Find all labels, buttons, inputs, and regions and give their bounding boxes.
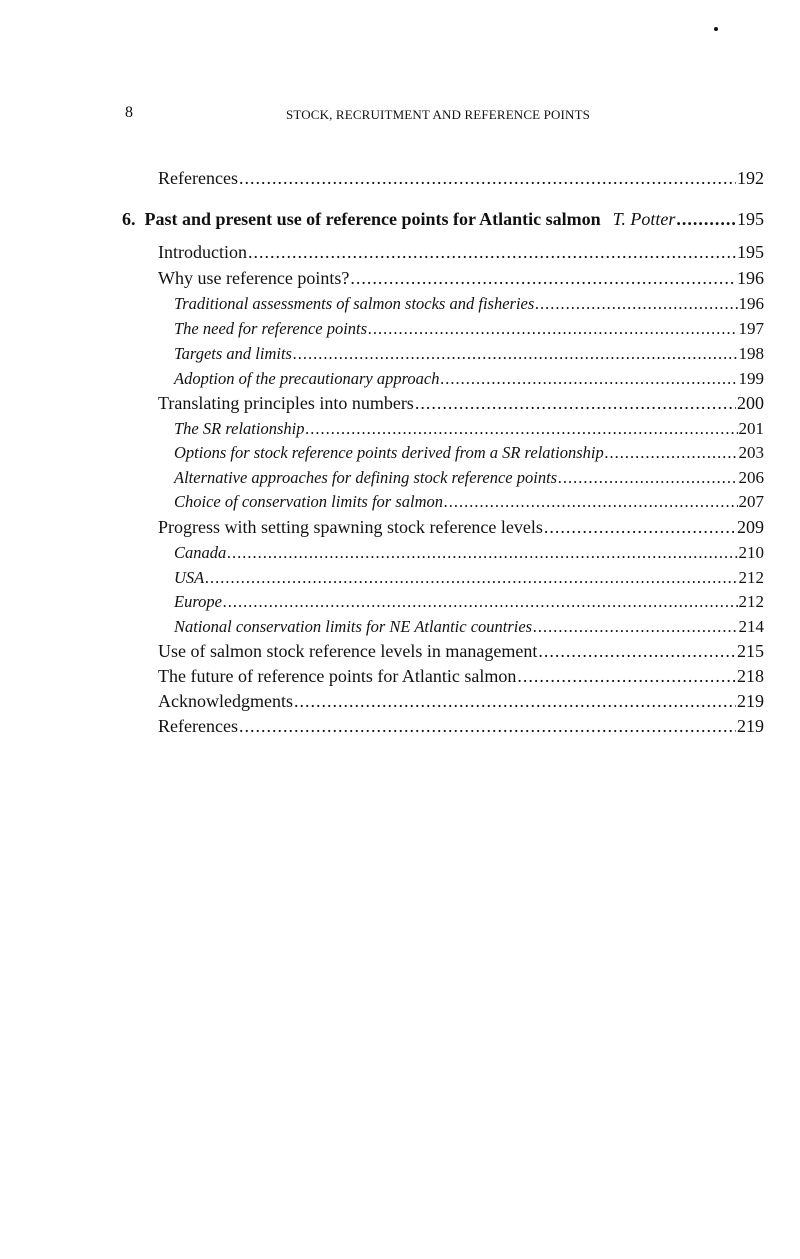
dot-leader — [350, 268, 736, 289]
toc-subentry — [174, 492, 764, 520]
dot-leader — [517, 666, 736, 687]
toc-entry-title: Options for stock reference points derived from a SR relationship — [174, 443, 604, 462]
dot-leader — [305, 419, 737, 439]
dot-leader — [415, 393, 736, 414]
toc-subentry — [174, 543, 764, 571]
dot-leader — [223, 592, 738, 612]
toc-entry-page: 196 — [737, 268, 764, 288]
chapter-page: 195 — [737, 209, 764, 229]
dot-leader — [227, 543, 737, 563]
chapter-number: 6. — [122, 209, 136, 229]
toc-entry-page: 195 — [737, 242, 764, 262]
toc-entry-title: National conservation limits for NE Atlantic countries — [174, 617, 533, 636]
toc-entry-page: 196 — [738, 294, 764, 313]
toc-entry-previous-references — [158, 168, 764, 196]
dot-leader — [558, 468, 737, 488]
toc-entry-title: Progress with setting spawning stock reference levels — [158, 517, 543, 537]
dot-leader — [441, 369, 738, 389]
toc-entry-title: Alternative approaches for defining stock reference points — [174, 468, 558, 487]
toc-entry-title: The SR relationship — [174, 419, 305, 438]
dot-leader — [239, 168, 736, 189]
toc-subentry — [174, 344, 764, 372]
toc-entry — [158, 268, 764, 296]
dot-leader — [444, 492, 737, 512]
toc-entry-page: 214 — [738, 617, 764, 636]
toc-entry-page: 203 — [738, 443, 764, 462]
toc-entry-page: 209 — [737, 517, 764, 537]
dot-leader — [544, 517, 736, 538]
toc-entry-page: 198 — [738, 344, 764, 363]
toc-entry-title: Adoption of the precautionary approach — [174, 369, 440, 388]
toc-entry-page: 210 — [738, 543, 764, 562]
toc-entry-title: The future of reference points for Atlantic salmon — [158, 666, 517, 686]
toc-entry-page: 207 — [738, 492, 764, 511]
dot-leader — [535, 294, 737, 314]
stray-dot-mark — [714, 27, 718, 31]
chapter-title: Past and present use of reference points for Atlantic salmon — [144, 209, 601, 229]
toc-entry-title: Targets and limits — [174, 344, 292, 363]
toc-entry-page: 219 — [737, 691, 764, 711]
toc-entry-title: Acknowledgments — [158, 691, 293, 711]
toc-entry — [158, 716, 764, 744]
toc-chapter-heading — [122, 209, 764, 237]
dot-leader — [676, 209, 736, 230]
toc-entry-title: The need for reference points — [174, 319, 368, 338]
toc-entry-page: 212 — [738, 592, 764, 611]
dot-leader — [294, 691, 736, 712]
toc-subentry — [174, 443, 764, 471]
toc-entry-page: 215 — [737, 641, 764, 661]
toc-entry-page: 192 — [737, 168, 764, 188]
toc-entry-title: Europe — [174, 592, 222, 611]
toc-entry-title: Introduction — [158, 242, 247, 262]
dot-leader — [605, 443, 738, 463]
toc-entry-page: 199 — [738, 369, 764, 388]
toc-entry — [158, 517, 764, 545]
toc-entry-title: References — [158, 716, 238, 736]
toc-entry-title: References — [158, 168, 238, 188]
toc-entry-title: Choice of conservation limits for salmon — [174, 492, 444, 511]
toc-entry-title: Why use reference points? — [158, 268, 350, 288]
toc-entry-page: 218 — [737, 666, 764, 686]
dot-leader — [533, 617, 737, 637]
page-number: 8 — [125, 104, 133, 121]
toc-entry-page: 206 — [738, 468, 764, 487]
dot-leader — [538, 641, 736, 662]
running-head: STOCK, RECRUITMENT AND REFERENCE POINTS — [286, 107, 591, 122]
toc-entry-title: USA — [174, 568, 205, 587]
toc-entry-page: 200 — [737, 393, 764, 413]
toc-entry-page: 197 — [738, 319, 764, 338]
toc-entry-title: Canada — [174, 543, 227, 562]
toc-subentry — [174, 294, 764, 322]
toc-subentry — [174, 592, 764, 620]
toc-entry-title: Translating principles into numbers — [158, 393, 414, 413]
toc-entry-page: 219 — [737, 716, 764, 736]
toc-entry — [158, 393, 764, 421]
toc-entry — [158, 691, 764, 719]
dot-leader — [248, 242, 736, 263]
toc-entry-page: 212 — [738, 568, 764, 587]
dot-leader — [293, 344, 738, 364]
dot-leader — [239, 716, 736, 737]
dot-leader — [368, 319, 737, 339]
toc-entry — [158, 641, 764, 669]
dot-leader — [205, 568, 737, 588]
toc-entry — [158, 242, 764, 270]
toc-entry — [158, 666, 764, 694]
toc-entry-page: 201 — [738, 419, 764, 438]
toc-subentry — [174, 319, 764, 347]
chapter-author: T. Potter — [612, 209, 676, 229]
toc-entry-title: Use of salmon stock reference levels in management — [158, 641, 538, 661]
toc-entry-title: Traditional assessments of salmon stocks and fisheries — [174, 294, 535, 313]
